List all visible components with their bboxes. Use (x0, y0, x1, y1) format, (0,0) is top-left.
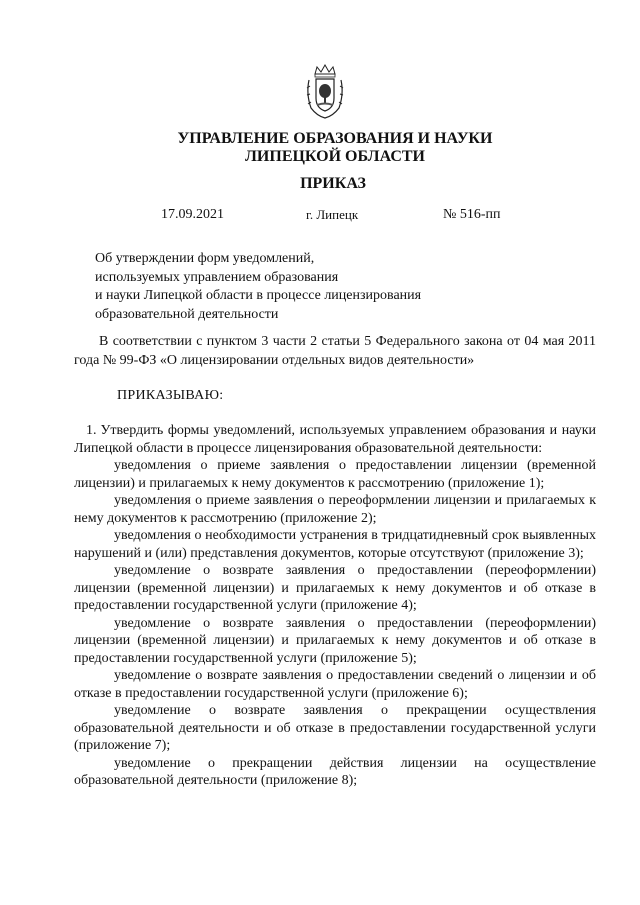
sub-item: уведомления о приеме заявления о предоставлении лицензии (временной лицензии) и прилагаемых к нему документов к рассмотрению (приложение 1); (74, 458, 596, 491)
sub-item: уведомление о прекращении действия лицензии на осуществление образовательной деятельности (приложение 8); (74, 755, 596, 788)
subject-line: Об утверждении форм уведомлений, (95, 251, 315, 266)
sub-item: уведомление о возврате заявления о предоставлении (переоформлении) лицензии (временной лицензии) и прилагаемых к нему документов и об отказе в предоставлении государственной услуги (приложение 5); (74, 615, 596, 666)
document-date: 17.09.2021 (161, 207, 224, 222)
org-line-1: УПРАВЛЕНИЕ ОБРАЗОВАНИЯ И НАУКИ (177, 130, 493, 147)
order-item-1 (74, 422, 596, 457)
sub-item: уведомление о возврате заявления о предоставлении (переоформлении) лицензии (временной лицензии) и прилагаемых к нему документов и об отказе в предоставлении государственной услуги (приложение 4); (74, 563, 596, 613)
sub-item: уведомление о возврате заявления о предоставлении сведений о лицензии и об отказе в предоставлении государственной услуги (приложение 6); (74, 668, 596, 701)
document-number: № 516-пп (443, 207, 501, 222)
document-city: г. Липецк (306, 207, 359, 222)
subject-line: и науки Липецкой области в процессе лицензирования (95, 288, 422, 303)
subject-line: образовательной деятельности (95, 306, 279, 322)
item-number: 1. (86, 423, 97, 438)
sub-item: уведомление о возврате заявления о прекращении осуществления образовательной деятельности и об отказе в предоставлении государственной услуги (приложение 7); (74, 703, 596, 753)
order-word: ПРИКАЗЫВАЮ: (117, 388, 224, 403)
sub-item: уведомления о приеме заявления о переоформлении лицензии и прилагаемых к нему документов к рассмотрению (приложение 2); (74, 493, 596, 526)
organization-name (0, 130, 640, 166)
org-line-2: ЛИПЕЦКОЙ ОБЛАСТИ (245, 148, 425, 165)
preamble: В соответствии с пунктом 3 части 2 статьи 5 Федерального закона от 04 мая 2011 года № 99-ФЗ «О лицензировании отдельных видов деятельности» (74, 334, 596, 368)
subject-line: используемых управлением образования (95, 269, 339, 285)
coat-of-arms-icon (305, 64, 345, 120)
sub-item: уведомления о необходимости устранения в тридцатидневный срок выявленных нарушений и (или) представления документов, которые отсутствуют (приложение 3); (74, 528, 596, 561)
document-type: ПРИКАЗ (300, 175, 366, 192)
item-text: Утвердить формы уведомлений, используемых управлением образования и науки Липецкой области в процессе лицензирования образовательной деятельности: (74, 423, 596, 456)
order-items (74, 422, 596, 790)
document-subject (95, 250, 515, 324)
